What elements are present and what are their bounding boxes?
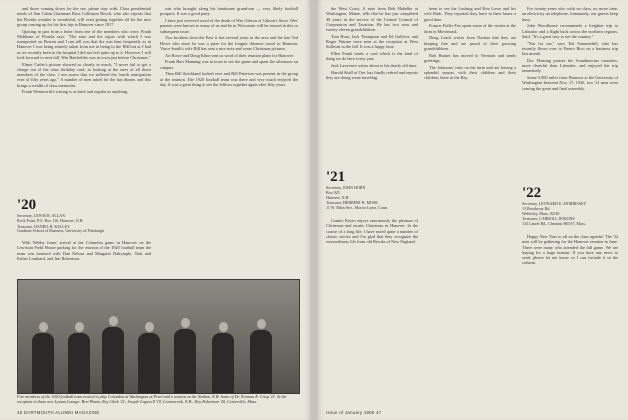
photo-caption: Five members of the 1920 football team invited to play Columbia at Washington at Pearl and a reunion at the Nathan, N.H. home of Dr. Norman R. Crisp '21. At the reception in those new Lyman Lounge: Bert Plantz, Roy Clark '21; Joseph Cogswell '19, Contoocook, N.H.; Roy Robertson '20, Centerville, Mass.	[17, 394, 287, 404]
left-column-1	[17, 6, 151, 194]
paragraph: Quoting in part from a letter from one of the members who were, Frank Mahlman of Florida says: "The ease and the rigors with which I was transported on Boston and I can tell you that the was bent frequently as in Hanover I was being entirely taken from me in being in the Hill but as I had as we recently been to the hospital I did not feel quite up to it. However I will look forward to next fall. Win Batchelder was in town just before Christmas."	[17, 28, 151, 60]
paragraph: Bob Hunter has moved to Vermont and sends greetings.	[424, 52, 516, 63]
paragraph: Some 5,000 miles from Hanover at the University of Washington between Nov. 17, 1920, two '21 men were coming the great and final assembly.	[522, 75, 618, 91]
right-column-3-lower	[522, 234, 618, 404]
paragraph: Two brothers from the East is has several years in the area and the late Ted Howe who since he was a prize for the longest distance travel to Reunion, Vince Smith's wife Bill has sent a nice note and some Christmas pictures.	[160, 35, 298, 51]
paragraph: Ellen Frank sends a card which is the kind of thing we do here every year.	[326, 51, 418, 62]
person-figure	[250, 319, 272, 393]
paragraph: Art Rowe and Doug Kline sent us word of their reunion plans for Hanover.	[165, 52, 294, 58]
paragraph: I have just received word of the death of Wes Gibson of Gibson's Store. Wes' parents were known to many of us and he in Wisconsin will be missed in this or subsequent issue.	[160, 18, 298, 34]
person-figure	[102, 316, 124, 393]
right-column-1	[326, 6, 418, 166]
paragraph: Harold Shall of Ore. has finally retired and reports they are doing some traveling.	[326, 69, 418, 80]
page-footer: Issue of January 1965 47	[326, 410, 382, 415]
class-treasurer: Treasurer, HERBERT B. MOSK 11 W. Main Ave., Mortor Lyme, Conn.	[326, 200, 388, 211]
paragraph: Francis Fuller Fox spent some of the winter at the farm in Merrimack.	[424, 23, 516, 34]
paragraph: Tom Hunt, Jack Thompson and Ed Gulliver, and Roger Warner were seen at the reception at West Sullivan in the fall. It was a happy time.	[326, 33, 418, 50]
page-footer: 46 DARTMOUTH ALUMNI MAGAZINE	[17, 410, 100, 415]
class-number: '20	[17, 197, 37, 213]
paragraph: Happy New Year to all on the class agenda! The '22 men will be gathering for the Hanover reunion in June. There were many who attended the fall game. We are hoping for a large turnout. If you have any news to send, please let me know so I can include it in the column.	[522, 234, 618, 266]
class-treasurer: Treasurer, DANIEL B. KELLEY Graduate School of Business, University of Pittsburgh	[17, 223, 104, 234]
right-column-2	[424, 6, 516, 400]
paragraph: "Not for me," says Ted Sommerhill, who has recently flown over to Puerto Rico on a business trip last month.	[522, 40, 618, 56]
person-figure	[138, 322, 160, 393]
class-secretary: Secretary, JOHN HORN Box 925 Hanover, N.H.	[326, 185, 366, 200]
paragraph: win who brought along his handsome grand-son — very likely football prospect. It was a good party.	[160, 6, 298, 17]
person-figure	[68, 322, 90, 393]
class-1920-header	[17, 198, 151, 234]
class-1921-header	[326, 170, 418, 211]
right-column-3	[522, 6, 618, 182]
right-page	[316, 0, 628, 420]
paragraph: John Woodhouse recommends a freighter trip to Labrador and a flight back across the northern regions. Said, "It's a great way to see the country."	[522, 23, 618, 39]
paragraph: the West Coast, A note from Bob Hakeller at Washington, Maine, tells that he has just completed 40 years in the service of the Central Council of Corporation and Taxation. He has two sons and twenty eleven grandchildren.	[326, 6, 418, 32]
paragraph: and those coming down for the see, please stay with. Class presidential needs of Sun Cabin Chairman Boss Collinson Bosch, who also reports that the Florida weather is wonderful, will even getting together all for the nice group coming up for his first trip to Hanover since 1917.	[17, 6, 151, 27]
paragraph: Frank Wentworth's writing is as brief and regular as anything.	[22, 89, 129, 95]
paragraph: been to see the Lusburg and Ken Lowe and his wife Ruth. They reported they have in their house a good time.	[424, 6, 516, 22]
class-secretary: Secretary, LEWIS R. ALLAN Rock Point, P.O. Box 116, Hanover, N.H.	[17, 213, 84, 223]
right-column-1-lower	[326, 218, 418, 404]
class-number: '22	[522, 185, 542, 201]
paragraph: Doug Leach writes from Nashua that they are keeping fine and are proud of their growing grandchildren.	[424, 35, 516, 51]
class-number: '21	[326, 169, 346, 185]
left-column-2	[160, 6, 298, 274]
paragraph: Frank Hart Manning was in town to see the game and spent the afternoon on campus.	[160, 59, 298, 70]
paragraph: For twenty-years who wish no class, no more time, an electricity an telephone, fortunately, our guests keep busy.	[522, 6, 618, 22]
paragraph: Connie Keyes enjoys enormously the pleasure of Christmas and awaits Christmas in Hanover. In the course of a long life, I have noted quite a number of classic stories and I'm glad that they recognize the extraordinary life from old Brooks of New England.	[326, 218, 418, 244]
paragraph: Jack Lawrence writes about to his dearly old time.	[331, 63, 418, 68]
class-1922-header	[522, 186, 618, 227]
class-treasurer: Treasurer, CARROLL JENKINS 133 Laurel Rd., Chestnut Hill 67, Mass.	[522, 216, 586, 227]
class-secretary: Secretary, LEONARD E. MORRISSEY 13 Brookway Rd. Wellesley, Mass. 02181	[522, 201, 587, 216]
team-photo	[17, 279, 300, 394]
paragraph: With Webby Jones' arrival at the Columbia game in Hanover on the Lewiston Field House parking for the reunion of the 1920 football team the team was honored with Dan Nelson and Margaret Dalrymple, Tink and Esther Lombard, and Jim Robertson.	[17, 240, 151, 261]
left-column-1-lower	[17, 240, 151, 276]
person-figure	[174, 318, 196, 393]
paragraph: Elmer Cutler's picture showed so clearly in much, "I never fail to get a charge out of the class birthday card, in looking at the rates of all those members of the class. I am aware that we suffered the fourth anticipation over of fifty years ago." A number of men asked for the last dinner, and this brings a wealth of class memories.	[17, 61, 151, 88]
paragraph: Doc Fleming praises the Scandinavian countries, more cheerful than Labrador, and enjoyed the trip immensely.	[522, 57, 618, 74]
left-page	[0, 0, 312, 420]
person-figure	[212, 322, 234, 393]
paragraph: Then Bill Strickland looked over and Bill Paterson was present in the group at the reunion. The 1920 football team was there and very much enjoyed the day. It was a great thing to see the fellows together again after fifty years.	[160, 71, 298, 87]
paragraph: The Johnsons' rests on the farm and are having a splendid season, with their children and their children, there in the Bay.	[424, 64, 516, 80]
person-figure	[32, 322, 54, 393]
